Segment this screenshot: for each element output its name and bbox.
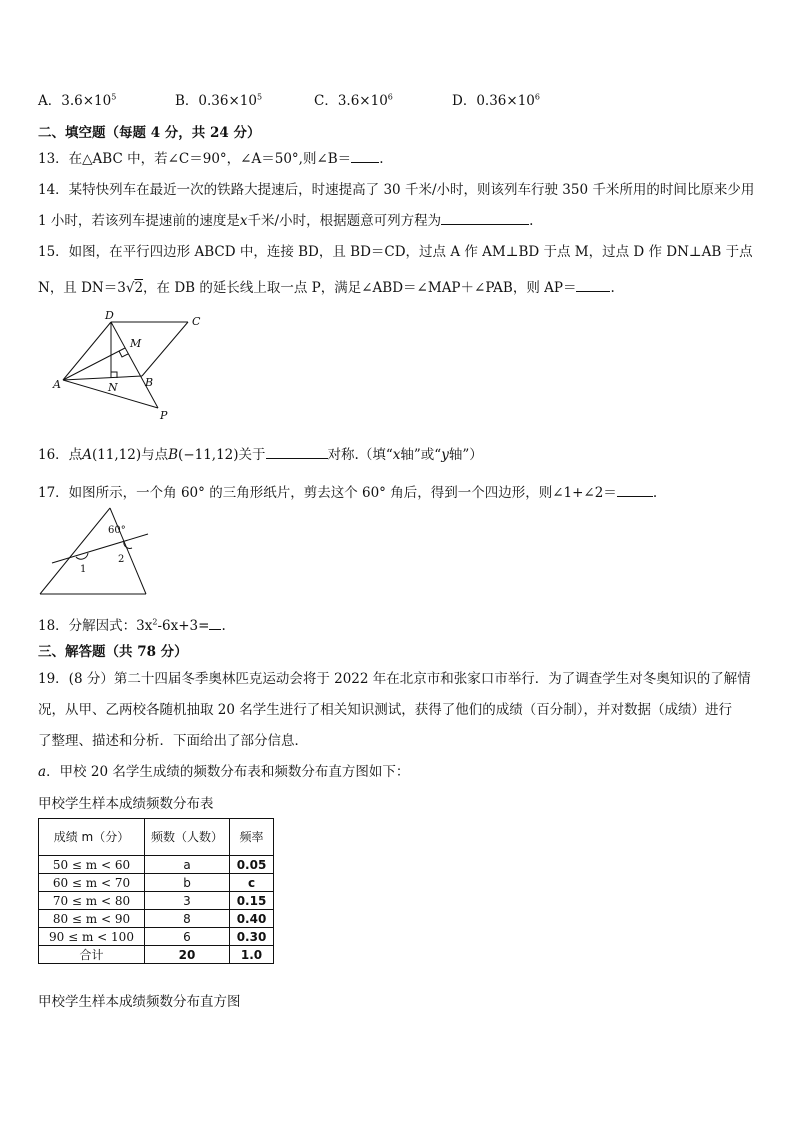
angle-label-60: 60°: [108, 525, 126, 536]
question-13: 13．在△ABC 中，若∠C＝90°，∠A＝50°,则∠B＝ .: [38, 147, 383, 167]
section-3-heading: 三、解答题（共 78 分）: [38, 644, 188, 660]
answer-blank: [209, 614, 221, 630]
option-d: D．$0.36\times 10^6$: [452, 92, 540, 109]
table-cell: 0.30: [230, 928, 274, 946]
frequency-table: [38, 818, 274, 964]
question-15-line-1: 15．如图，在平行四边形 ABCD 中，连接 BD，且 BD＝CD，过点 A 作 AM⊥BD 于点 M，过点 D 作 DN⊥AB 于点: [38, 244, 753, 260]
question-19-line-3: 了整理、描述和分析．下面给出了部分信息．: [38, 733, 308, 749]
table-total-row: [39, 946, 274, 964]
option-b: B．$0.36\times 10^5$: [175, 92, 263, 109]
question-19-part-a: a．甲校 20 名学生成绩的频数分布表和频数分布直方图如下：: [38, 764, 410, 780]
question-15-line-2: N，且 DN＝3√2，在 DB 的延长线上取一点 P，满足∠ABD＝∠MAP＋∠PAB，则 AP＝ .: [38, 276, 615, 296]
table-cell: 8: [145, 910, 230, 928]
table-cell: 0.40: [230, 910, 274, 928]
table-row: [39, 928, 274, 946]
answer-blank: [441, 209, 529, 225]
question-14-line-2: 1 小时，若该列车提速前的速度是x千米/小时，根据题意可列方程为 .: [38, 209, 533, 229]
answer-blank: [351, 147, 379, 163]
table-header-row: [39, 819, 274, 856]
table-cell: 合计: [39, 946, 145, 964]
table-cell: b: [145, 874, 230, 892]
angle-label-1: 1: [80, 564, 87, 575]
question-14-line-1: 14．某特快列车在最近一次的铁路大提速后，时速提高了 30 千米/小时，则该列车行驶 350 千米所用的时间比原来少用: [38, 182, 755, 198]
table-cell: 0.15: [230, 892, 274, 910]
table-row: [39, 892, 274, 910]
table-cell: 90 ≤ m < 100: [39, 928, 145, 946]
table-cell: 6: [145, 928, 230, 946]
table-cell: a: [145, 856, 230, 874]
table-title: 甲校学生样本成绩频数分布表: [38, 796, 214, 812]
figure-15-parallelogram: [50, 308, 210, 424]
option-a: A．$3.6\times 10^5$: [38, 92, 117, 109]
table-cell: 0.05: [230, 856, 274, 874]
angle-label-2: 2: [118, 554, 125, 565]
table-row: [39, 910, 274, 928]
table-header-cell: 频数（人数）: [145, 819, 230, 856]
table-cell: 1.0: [230, 946, 274, 964]
question-19-line-1: 19．(8 分）第二十四届冬季奥林匹克运动会将于 2022 年在北京市和张家口市举行．为了调查学生对冬奥知识的了解情: [38, 671, 751, 687]
point-label-m: M: [130, 337, 142, 350]
sqrt-symbol: √: [125, 280, 135, 296]
point-label-a: A: [53, 378, 61, 391]
histogram-title: 甲校学生样本成绩频数分布直方图: [38, 994, 241, 1010]
option-c: C．$3.6\times 10^6$: [314, 92, 393, 109]
question-16: 16．点A(11,12)与点B(−11,12)关于 对称.（填“x轴”或“y轴”）: [38, 443, 483, 463]
section-2-heading: 二、填空题（每题 4 分，共 24 分）: [38, 125, 261, 141]
table-row: [39, 856, 274, 874]
question-18: 18．分解因式：$3x^2-6x+3=$ .: [38, 614, 226, 634]
table-cell: 50 ≤ m < 60: [39, 856, 145, 874]
answer-blank: [617, 481, 653, 497]
table-header-cell: 频率: [230, 819, 274, 856]
table-cell: 20: [145, 946, 230, 964]
point-label-p: P: [160, 409, 168, 422]
answer-blank: [576, 276, 610, 292]
table-cell: 3: [145, 892, 230, 910]
point-label-c: C: [192, 315, 201, 328]
point-label-n: N: [108, 381, 118, 394]
question-19-line-2: 况，从甲、乙两校各随机抽取 20 名学生进行了相关知识测试，获得了他们的成绩（百分制），并对数据（成绩）进行: [38, 702, 733, 718]
table-cell: 70 ≤ m < 80: [39, 892, 145, 910]
point-label-d: D: [105, 309, 114, 322]
table-cell: 60 ≤ m < 70: [39, 874, 145, 892]
table-row: [39, 874, 274, 892]
answer-blank: [266, 443, 328, 459]
figure-17-triangle: [36, 504, 156, 598]
question-17: 17．如图所示，一个角 60° 的三角形纸片，剪去这个 60° 角后，得到一个四边形，则∠1+∠2＝ .: [38, 481, 657, 501]
point-label-b: B: [145, 376, 154, 389]
table-cell: 80 ≤ m < 90: [39, 910, 145, 928]
table-header-cell: 成绩 m（分）: [39, 819, 145, 856]
table-cell: c: [230, 874, 274, 892]
